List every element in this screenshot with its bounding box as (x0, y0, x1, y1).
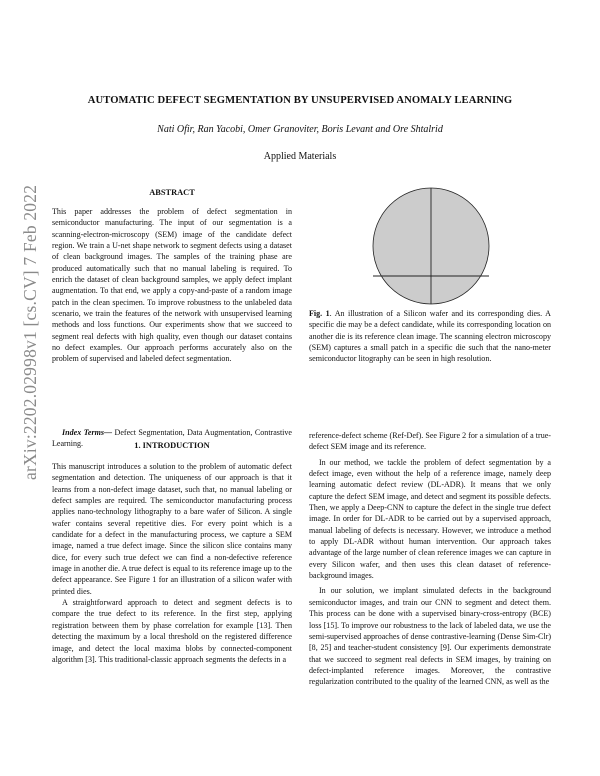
abstract-heading: ABSTRACT (149, 188, 195, 197)
affiliation: Applied Materials (263, 151, 337, 162)
index-terms-text: Defect Segmentation, Data Augmentation, Contrastive Learning. (52, 428, 293, 449)
figure-caption (309, 308, 551, 365)
abstract-text: This paper addresses the problem of defect segmentation in semiconductor manufacturing. The input of our segmentation is a scanning-electron-microscopy (SEM) image of the candidate defect region. We train a U-net shape network to segment defects using a dataset of clean background images. The samples of the training phase are produced automatically such that no manual labeling is required. To enrich the dataset of clean background samples, we apply defect implant augmentation. To that end, we apply a copy-and-paste of a random image patch in the clean specimen. To improve robustness to the unlabeled data scenario, we train the features of the network with unsupervised learning methods and loss functions. Our experiments show that we succeed to segment real defects with high quality, even though our dataset contains no defect examples. Our approach performs accurately also on the problem of supervised and labeled defect segmentation. (52, 207, 292, 364)
figure-label: Fig. 1 (309, 309, 330, 318)
right-paragraph-2: In our method, we tackle the problem of defect segmentation by a defect image, even without the help of a reference image, namely deep learning automatic defect review (DL-ADR). It means that we only capture the defect SEM image, and detect and segment its possible defects. Then, we apply a Deep-CNN to capture the defect in the single true defect image. In order for DL-ADR to be carried out by a supervised approach, manual labeling of defects is necessary. However, we introduce a method to apply DL-ADR without human intervention. Our approach takes advantage of the large number of clean reference images we can capture in every Silicon wafer, and then uses this clean dataset of reference-background images. (309, 457, 551, 581)
abstract-heading-wrap (52, 188, 292, 197)
figure-caption-text: . An illustration of a Silicon wafer and its corresponding dies. A specific die may be a defect candidate, while its corresponding location on another die is its reference clean image. The scanning electron microscopy (SEM) captures a small patch in a specific die such that the nano-meter semiconductor litography can be seen in high resolution. (309, 309, 551, 364)
right-paragraph-3: In our solution, we implant simulated defects in the background semiconductor images, and train our CNN to segment and detect them. This process can be done with a supervised binary-cross-entropy (BCE) loss [15]. To improve our robustness to the lack of labeled data, we use the semi-supervised approaches of dense contrastive-learning (Dense Sim-Clr) [8, 25] and teacher-student consistency [9]. Our experiments demonstrate that we succeed to segment real defects in SEM images, by training on defect-implanted reference images. Moreover, the contrastive regularization contributed to the quality of the learned CNN, as well as the (309, 586, 551, 687)
intro-paragraph-1: This manuscript introduces a solution to the problem of automatic defect segmentation and detection. The uniqueness of our approach is that it learns from a non-defect image dataset, such that, no manual labeling or defect samples are required. The semiconductor manufacturing process applies nano-technology lithography to a bare wafer of Silicon. A single wafer contains several repetitive dies. For every point which is a candidate for a defect in the manufacturing process, we capture a SEM image, named a true defect image. Since the silicon slice contains many dice, for every such true defect we can find a non-defective reference image in another die. A true defect is equal to its reference image up to the defect appearance. See Figure 1 for an illustration of a silicon wafer with printed dies. (52, 462, 292, 596)
intro-paragraph-2: A straightforward approach to detect and segment defects is to compare the true defect to its reference. In the first step, applying registration between them by phase correlation for example [13]. Then detecting the maximum by a local threshold on the registered difference image, and detect the local maxima blobs by connected-component algorithm [3]. This traditional-classic approach segments the defects in a (52, 598, 292, 664)
introduction-body (52, 461, 292, 665)
author-list: Nati Ofir, Ran Yacobi, Omer Granoviter, Boris Levant and Ore Shtalrid (157, 124, 443, 135)
right-column-body (309, 430, 551, 688)
index-terms-label: Index Terms— (62, 428, 113, 437)
paper-title: AUTOMATIC DEFECT SEGMENTATION BY UNSUPERVISED ANOMALY LEARNING (87, 95, 513, 106)
introduction-heading-wrap (52, 441, 292, 450)
abstract (52, 206, 292, 365)
introduction-heading: 1. INTRODUCTION (134, 441, 210, 450)
wafer-figure (371, 186, 491, 306)
right-paragraph-1: reference-defect scheme (Ref-Def). See Figure 2 for a simulation of a true-defect SEM image and its reference. (309, 431, 551, 452)
